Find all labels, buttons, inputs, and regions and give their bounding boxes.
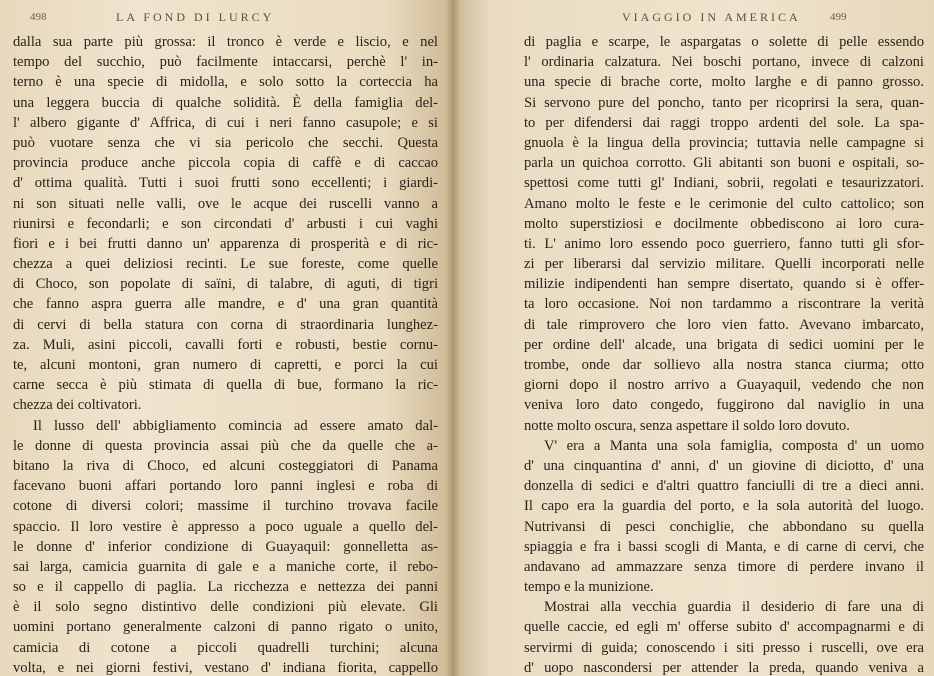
text-line: te, alcuni montoni, gran numero di capretti, e porci la cui	[13, 357, 438, 373]
right-running-head: VIAGGIO IN AMERICA	[622, 10, 801, 24]
text-line: carne secca è più stimata di quella di bue, formano la ric-	[13, 377, 438, 394]
text-line: di cervi di bella statura con corna di straordinaria lunghez-	[13, 316, 438, 333]
text-line: za. Muli, asini piccoli, cavalli forti e robusti, bestie cornu-	[13, 336, 438, 353]
book-gutter	[446, 0, 460, 676]
text-line: Amano molto le feste e le cerimonie del culto cattolico; son	[524, 195, 924, 212]
text-line: può vuotare senza che vi sia pericolo che secchi. Questa	[13, 134, 438, 151]
text-line: volta, e nei giorni festivi, vestano d' indiana fiorita, cappello	[13, 659, 438, 676]
text-line: terno è una specie di midolla, e solo sotto la corteccia ha	[13, 74, 438, 91]
text-line: cotone di diversi colori; massime il turchino trovava facile	[13, 498, 438, 515]
text-line: dalla sua parte più grossa: il tronco è verde e liscio, e nel	[13, 34, 438, 50]
text-line: bitano la riva di Choco, ed alcuni costeggiatori di Panama	[13, 457, 438, 474]
left-page	[0, 0, 452, 676]
text-line: milizie indipendenti han sempre disertato, quando si è offer-	[524, 276, 924, 293]
right-page-number: 499	[830, 11, 847, 23]
text-line: so e il cappello di paglia. La ricchezza e nettezza dei panni	[13, 579, 438, 596]
text-line: spaccio. Il loro vestire è appresso a poco uguale a quello del-	[13, 518, 438, 535]
text-line: tempo del succhio, può facilmente intaccarsi, perchè l' in-	[13, 54, 438, 71]
text-line: donzella di sedici e d'altri quattro fanciulli di tre a dieci anni.	[524, 478, 924, 495]
text-line: Nutrivansi di pesci conchiglie, che abbondano su quella	[524, 518, 924, 535]
text-line: veniva loro dato congedo, fuggirono dal naviglio in una	[524, 397, 924, 414]
text-line: giorni dopo il nostro arrivo a Guayaquil, vedendo che non	[524, 377, 924, 394]
text-line: gnuola è la lingua della provincia; tuttavia nelle campagne si	[524, 134, 924, 151]
text-line: tempo e la munizione.	[524, 579, 654, 596]
text-line: spettosi come tutti gl' Indiani, sobrii, regolati e tesaurizzatori.	[524, 175, 924, 192]
text-line: notte molto oscura, senza aspettare il soldo loro dovuto.	[524, 417, 850, 434]
text-line: le donne d' inferior condizione di Guayaquil: gonnelletta as-	[13, 538, 438, 555]
text-line: trombe, onde dar sollievo alla nostra stanca ciurma; otto	[524, 357, 924, 373]
text-line: V' era a Manta una sola famiglia, composta d' un uomo	[544, 437, 924, 454]
text-line: sai larga, camicia guarnita di gale e a maniche corte, il rebo-	[13, 558, 438, 575]
right-page-text	[524, 32, 924, 676]
text-line: chezza dei coltivatori.	[13, 397, 142, 414]
text-line: le donne di questa provincia assai più che da quelle che a-	[13, 437, 438, 454]
text-line: andavano ad ammazzare senza timore di perdere invano il	[524, 558, 924, 575]
text-line: una leggera buccia di qualche solidità. È della famiglia del-	[13, 94, 438, 111]
text-line: Il lusso dell' abbigliamento comincia ad essere amato dal-	[33, 417, 438, 434]
left-page-number: 498	[30, 11, 47, 23]
text-line: l' ordinaria calzatura. Nei boschi portano, invece di calzoni	[524, 54, 924, 71]
text-line: d' ottima qualità. Tutti i suoi frutti sono eccellenti; i giardi-	[13, 175, 438, 192]
text-line: Si servono pure del poncho, tanto per ricoprirsi la sera, quan-	[524, 94, 924, 111]
text-line: di Choco, son popolate di saïni, di talabre, di aguti, di tigri	[13, 276, 438, 293]
text-line: per ordine dell' alcade, una brigata di sedici uomini per le	[524, 336, 924, 353]
text-line: è il solo segno distintivo delle condizioni più elevate. Gli	[13, 599, 438, 616]
text-line: to per difendersi dai raggi troppo ardenti del sole. La spa-	[524, 114, 924, 131]
text-line: molto superstiziosi e docilmente obbediscono ai loro cura-	[524, 215, 924, 232]
text-line: facevano buoni affari portando loro panni inglesi e roba di	[13, 478, 438, 495]
text-line: spiaggia e fra i bassi scogli di Manta, e di carne di cervi, che	[524, 538, 924, 555]
text-line: ti. L' animo loro essendo poco guerriero, fanno tutti gli sfor-	[524, 235, 924, 252]
text-line: servirmi di guida; conoscendo i siti presso i ruscelli, ove era	[524, 639, 924, 656]
text-line: quelle caccie, ed egli m' offerse subito d' accompagnarmi e di	[524, 619, 924, 636]
text-line: provincia produce anche piccola copia di caffè e di caccao	[13, 155, 438, 172]
text-line: chezza a quei deliziosi recinti. Le sue foreste, come quelle	[13, 256, 438, 273]
text-line: camicia di cotone a piccoli quadrelli turchini; alcuna	[13, 639, 438, 656]
text-line: fiori e i bei frutti danno un' apparenza di prosperità e di ric-	[13, 235, 438, 252]
left-page-text	[13, 32, 438, 676]
text-line: di paglia e scarpe, le aspargatas o solette di pelle essendo	[524, 34, 924, 50]
text-line: zi per liberarsi dal servizio militare. Quelli incorporati nelle	[524, 256, 924, 273]
text-line: uomini portano generalmente calzoni di panno rigato o unito,	[13, 619, 438, 636]
text-line: una specie di brache corte, molto larghe e di panno grosso.	[524, 74, 924, 91]
text-line: riunirsi e fecondarli; e son circondati d' arbusti i cui vaghi	[13, 215, 438, 232]
text-line: l' albero gigante d' Affrica, di cui i neri fanno casupole; e si	[13, 114, 438, 131]
right-page	[452, 0, 934, 676]
text-line: d' uopo nascondersi per attender la preda, quando veniva a	[524, 659, 924, 676]
text-line: Mostrai alla vecchia guardia il desiderio di fare una di	[544, 599, 924, 616]
text-line: ni son situati nelle valli, ove le acque dei ruscelli vanno a	[13, 195, 438, 212]
text-line: parla un quichoa corrotto. Gli abitanti son buoni e ospitali, so-	[524, 155, 924, 172]
text-line: di tale rimprovero che loro vien fatto. Avevano imbarcato,	[524, 316, 924, 333]
text-line: ta loro occasione. Noi non tardammo a riscontrare la verità	[524, 296, 924, 313]
text-line: Il capo era la guardia del porto, e la sola autorità del luogo.	[524, 498, 924, 515]
text-line: che fanno aspra guerra alle mandre, e d' una gran quantità	[13, 296, 438, 313]
text-line: d' una cinquantina d' anni, d' un giovine di diciotto, d' una	[524, 457, 924, 474]
left-running-head: LA FOND DI LURCY	[116, 10, 275, 24]
